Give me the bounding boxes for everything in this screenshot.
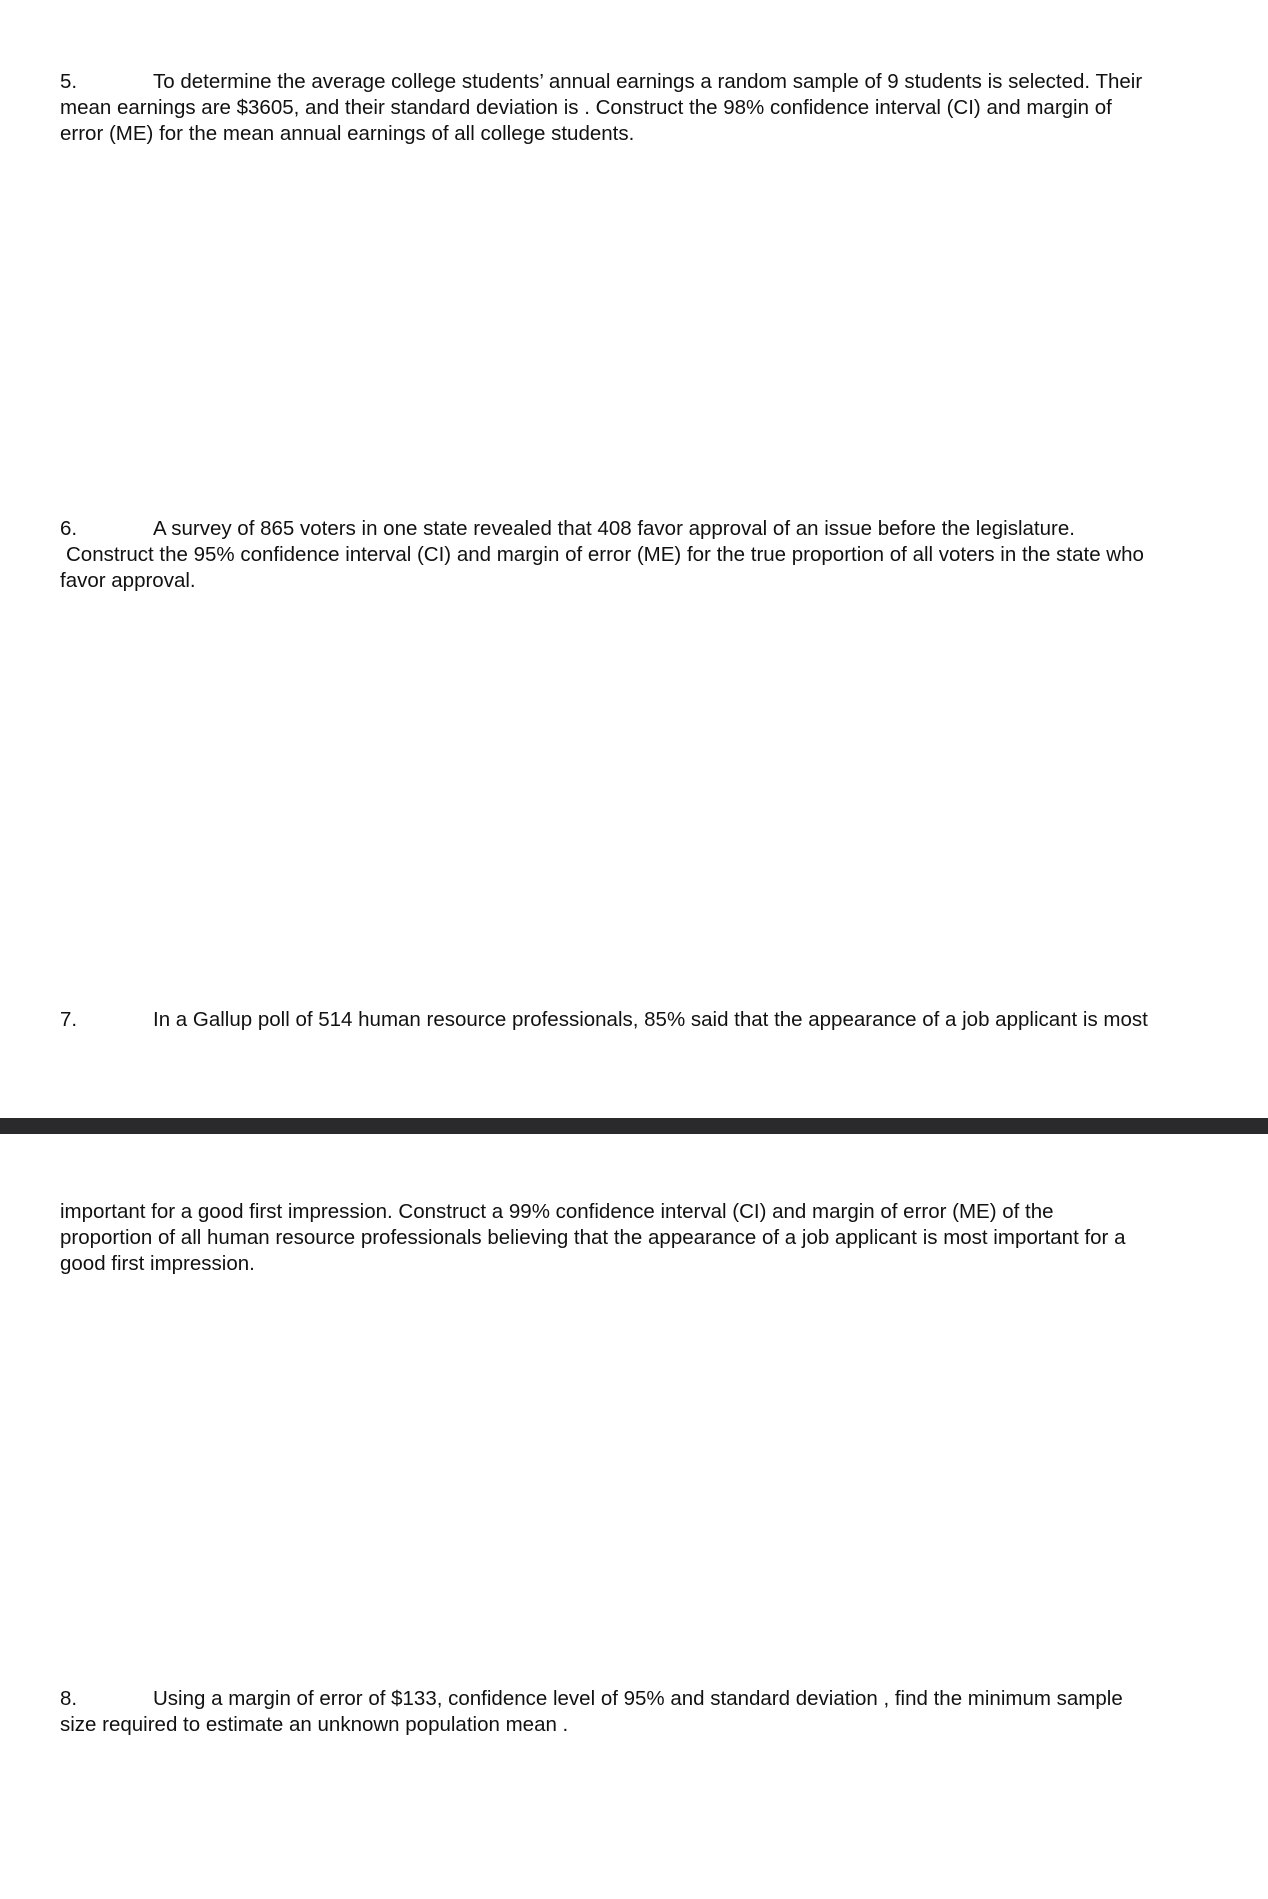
question-text: size required to estimate an unknown population mean . xyxy=(60,1713,569,1736)
question-6-first-line xyxy=(60,516,1190,542)
question-text: To determine the average college students’ annual earnings a random sample of 9 students is selected. Their xyxy=(153,70,1143,93)
question-text: favor approval. xyxy=(60,569,196,592)
question-number: 8. xyxy=(60,1687,78,1710)
question-7-continued xyxy=(60,1199,1190,1277)
question-text: proportion of all human resource professionals believing that the appearance of a job applicant is most important for a xyxy=(60,1226,1126,1249)
question-5 xyxy=(60,69,1190,147)
question-text: Using a margin of error of $133, confidence level of 95% and standard deviation , find the minimum sample xyxy=(153,1687,1123,1710)
question-6 xyxy=(60,516,1190,594)
question-text: In a Gallup poll of 514 human resource professionals, 85% said that the appearance of a job applicant is most xyxy=(153,1008,1148,1031)
document-page-2 xyxy=(0,1134,1268,1899)
question-text: Construct the 95% confidence interval (CI) and margin of error (ME) for the true proportion of all voters in the state who xyxy=(66,543,1144,566)
question-7 xyxy=(60,1007,1190,1033)
question-number: 6. xyxy=(60,517,78,540)
question-text: mean earnings are $3605, and their standard deviation is . Construct the 98% confidence interval (CI) and margin of xyxy=(60,96,1112,119)
question-text: good first impression. xyxy=(60,1252,255,1275)
question-number: 5. xyxy=(60,70,78,93)
question-text: A survey of 865 voters in one state revealed that 408 favor approval of an issue before the legislature. xyxy=(153,517,1075,540)
question-number: 7. xyxy=(60,1008,78,1031)
question-7-first-line xyxy=(60,1007,1190,1033)
question-text: important for a good first impression. Construct a 99% confidence interval (CI) and margin of error (ME) of the xyxy=(60,1200,1054,1223)
question-text: error (ME) for the mean annual earnings of all college students. xyxy=(60,122,635,145)
question-8-first-line xyxy=(60,1686,1190,1712)
page-divider xyxy=(0,1118,1268,1134)
question-8 xyxy=(60,1686,1190,1738)
question-5-first-line xyxy=(60,69,1190,95)
